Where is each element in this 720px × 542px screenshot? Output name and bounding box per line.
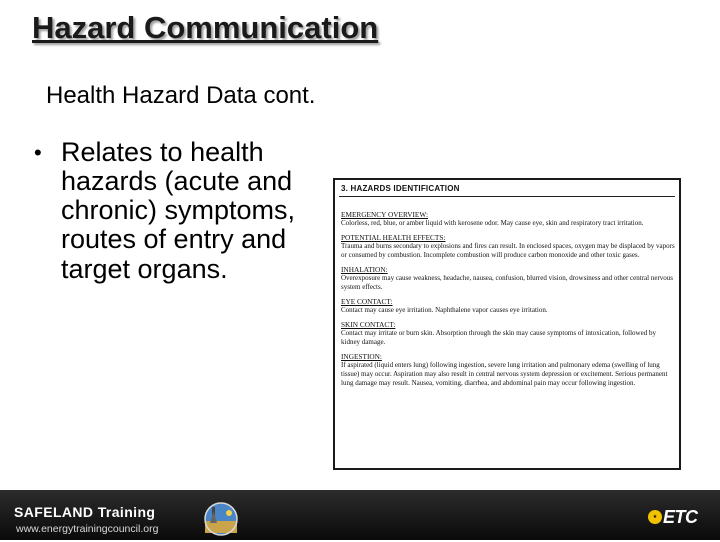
doc-section-text: Contact may cause eye irritation. Naphthalene vapor causes eye irritation. — [341, 306, 548, 314]
doc-section-text: Colorless, red, blue, or amber liquid with kerosene odor. May cause eye, skin and respiratory tract irritation. — [341, 219, 644, 227]
footer-brand: SAFELAND Training — [14, 504, 156, 520]
footer-bar — [0, 490, 720, 540]
doc-section-label: INGESTION: — [341, 352, 382, 361]
doc-section — [341, 352, 675, 388]
document-heading: 3. HAZARDS IDENTIFICATION — [339, 183, 675, 197]
doc-section-label: EYE CONTACT: — [341, 297, 393, 306]
doc-section — [341, 233, 675, 260]
safeland-seal-icon — [201, 501, 241, 537]
doc-section-text: Contact may irritate or burn skin. Absorption through the skin may cause symptoms of intoxication, followed by kidney damage. — [341, 329, 656, 346]
doc-section-label: SKIN CONTACT: — [341, 320, 396, 329]
doc-section — [341, 320, 675, 347]
slide-subtitle: Health Hazard Data cont. — [46, 82, 316, 109]
doc-section — [341, 265, 675, 292]
bullet-text: Relates to health hazards (acute and chronic) symptoms, routes of entry and target organs. — [61, 137, 296, 284]
doc-section-label: POTENTIAL HEALTH EFFECTS: — [341, 233, 446, 242]
slide-title: Hazard Communication — [32, 10, 379, 45]
doc-section-text: If aspirated (liquid enters lung) following ingestion, severe lung irritation and pulmonary edema (swelling of lung tissue) may occur. Aspiration may also result in central nervous system depression or excitement. Serious permanent lung damage may result. Nausea, vomiting, diarrhea, and abdominal pain may occur following ingestion. — [341, 361, 668, 387]
doc-section — [341, 297, 675, 315]
doc-section-text: Overexposure may cause weakness, headache, nausea, confusion, blurred vision, drowsiness and other central nervous system effects. — [341, 274, 674, 291]
bullet-marker: • — [34, 140, 42, 165]
doc-section-text: Trauma and burns secondary to explosions and fires can result. In enclosed spaces, oxygen may be displaced by vapors or consumed by combustion. Incomplete combustion will produce carbon monoxide and other toxic gases. — [341, 242, 675, 259]
doc-section-label: INHALATION: — [341, 265, 388, 274]
etc-logo-icon: ★ ETC — [648, 508, 710, 526]
bullet-item — [34, 138, 324, 284]
footer-url: www.energytrainingcouncil.org — [16, 523, 159, 535]
doc-section — [341, 210, 675, 228]
etc-logo-text: ETC — [663, 506, 698, 527]
doc-section-label: EMERGENCY OVERVIEW: — [341, 210, 429, 219]
sds-document-excerpt — [333, 178, 681, 470]
